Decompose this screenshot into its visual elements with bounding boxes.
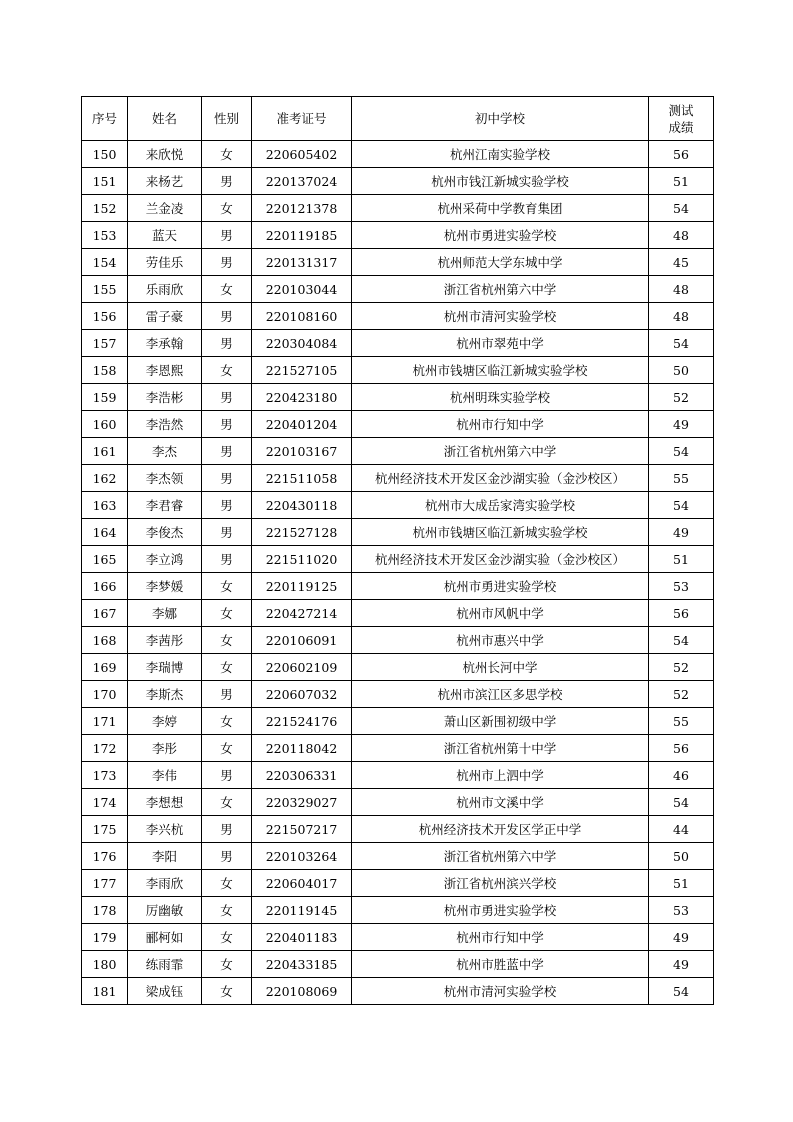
table-row xyxy=(82,222,714,249)
cell-exam-id: 220119145 xyxy=(252,897,352,924)
cell-exam-id: 220605402 xyxy=(252,141,352,168)
cell-gender: 女 xyxy=(202,195,252,222)
table-row xyxy=(82,978,714,1005)
cell-index: 172 xyxy=(82,735,128,762)
cell-index: 162 xyxy=(82,465,128,492)
table-row xyxy=(82,357,714,384)
cell-index: 163 xyxy=(82,492,128,519)
cell-index: 180 xyxy=(82,951,128,978)
cell-exam-id: 220604017 xyxy=(252,870,352,897)
cell-index: 176 xyxy=(82,843,128,870)
cell-index: 168 xyxy=(82,627,128,654)
cell-name: 蓝天 xyxy=(128,222,202,249)
cell-index: 171 xyxy=(82,708,128,735)
table-row xyxy=(82,546,714,573)
header-name: 姓名 xyxy=(128,97,202,141)
table-row xyxy=(82,708,714,735)
cell-name: 李恩熙 xyxy=(128,357,202,384)
cell-index: 157 xyxy=(82,330,128,357)
cell-index: 150 xyxy=(82,141,128,168)
cell-index: 156 xyxy=(82,303,128,330)
cell-gender: 男 xyxy=(202,519,252,546)
table-row xyxy=(82,141,714,168)
cell-school: 杭州经济技术开发区金沙湖实验（金沙校区） xyxy=(352,465,649,492)
cell-exam-id: 220427214 xyxy=(252,600,352,627)
cell-index: 169 xyxy=(82,654,128,681)
cell-index: 161 xyxy=(82,438,128,465)
table-row xyxy=(82,654,714,681)
cell-index: 164 xyxy=(82,519,128,546)
cell-name: 李君睿 xyxy=(128,492,202,519)
cell-score: 54 xyxy=(649,978,714,1005)
cell-gender: 女 xyxy=(202,627,252,654)
cell-school: 杭州经济技术开发区金沙湖实验（金沙校区） xyxy=(352,546,649,573)
cell-exam-id: 220103044 xyxy=(252,276,352,303)
cell-exam-id: 220401204 xyxy=(252,411,352,438)
cell-name: 郦柯如 xyxy=(128,924,202,951)
cell-school: 浙江省杭州第十中学 xyxy=(352,735,649,762)
table-row xyxy=(82,816,714,843)
cell-school: 杭州市勇进实验学校 xyxy=(352,897,649,924)
cell-gender: 男 xyxy=(202,168,252,195)
cell-school: 杭州市上泗中学 xyxy=(352,762,649,789)
cell-school: 杭州采荷中学教育集团 xyxy=(352,195,649,222)
cell-score: 54 xyxy=(649,627,714,654)
cell-name: 劳佳乐 xyxy=(128,249,202,276)
cell-score: 51 xyxy=(649,870,714,897)
cell-score: 56 xyxy=(649,141,714,168)
table-row xyxy=(82,384,714,411)
cell-name: 李瑞博 xyxy=(128,654,202,681)
cell-exam-id: 220433185 xyxy=(252,951,352,978)
cell-index: 154 xyxy=(82,249,128,276)
cell-score: 45 xyxy=(649,249,714,276)
cell-school: 杭州市滨江区多思学校 xyxy=(352,681,649,708)
cell-index: 177 xyxy=(82,870,128,897)
table-row xyxy=(82,951,714,978)
cell-index: 159 xyxy=(82,384,128,411)
cell-score: 48 xyxy=(649,303,714,330)
table-row xyxy=(82,870,714,897)
cell-gender: 男 xyxy=(202,546,252,573)
cell-gender: 女 xyxy=(202,573,252,600)
cell-score: 56 xyxy=(649,735,714,762)
table-header xyxy=(82,97,714,141)
cell-gender: 女 xyxy=(202,951,252,978)
cell-index: 175 xyxy=(82,816,128,843)
cell-name: 李兴杭 xyxy=(128,816,202,843)
cell-gender: 男 xyxy=(202,249,252,276)
cell-exam-id: 220119185 xyxy=(252,222,352,249)
table-row xyxy=(82,168,714,195)
cell-school: 浙江省杭州滨兴学校 xyxy=(352,870,649,897)
cell-school: 浙江省杭州第六中学 xyxy=(352,276,649,303)
cell-name: 李娜 xyxy=(128,600,202,627)
table-row xyxy=(82,519,714,546)
cell-name: 李茜彤 xyxy=(128,627,202,654)
table-row xyxy=(82,762,714,789)
cell-index: 179 xyxy=(82,924,128,951)
cell-gender: 男 xyxy=(202,681,252,708)
cell-gender: 男 xyxy=(202,438,252,465)
cell-name: 李梦媛 xyxy=(128,573,202,600)
cell-score: 56 xyxy=(649,600,714,627)
cell-name: 兰金凌 xyxy=(128,195,202,222)
cell-school: 杭州市行知中学 xyxy=(352,411,649,438)
table-row xyxy=(82,438,714,465)
table-row xyxy=(82,303,714,330)
header-row xyxy=(82,97,714,141)
cell-exam-id: 220607032 xyxy=(252,681,352,708)
header-index: 序号 xyxy=(82,97,128,141)
cell-gender: 女 xyxy=(202,978,252,1005)
table-row xyxy=(82,411,714,438)
cell-score: 48 xyxy=(649,222,714,249)
cell-gender: 男 xyxy=(202,816,252,843)
cell-school: 杭州市钱江新城实验学校 xyxy=(352,168,649,195)
cell-gender: 男 xyxy=(202,411,252,438)
cell-index: 158 xyxy=(82,357,128,384)
cell-gender: 男 xyxy=(202,303,252,330)
cell-gender: 男 xyxy=(202,492,252,519)
cell-school: 杭州市勇进实验学校 xyxy=(352,573,649,600)
cell-name: 练雨霏 xyxy=(128,951,202,978)
cell-index: 173 xyxy=(82,762,128,789)
table-row xyxy=(82,249,714,276)
cell-school: 杭州长河中学 xyxy=(352,654,649,681)
cell-gender: 男 xyxy=(202,222,252,249)
table-row xyxy=(82,195,714,222)
cell-gender: 男 xyxy=(202,843,252,870)
cell-exam-id: 221524176 xyxy=(252,708,352,735)
cell-score: 44 xyxy=(649,816,714,843)
cell-exam-id: 220329027 xyxy=(252,789,352,816)
cell-score: 54 xyxy=(649,195,714,222)
header-school: 初中学校 xyxy=(352,97,649,141)
cell-school: 杭州经济技术开发区学正中学 xyxy=(352,816,649,843)
cell-school: 杭州市翠苑中学 xyxy=(352,330,649,357)
cell-school: 杭州市勇进实验学校 xyxy=(352,222,649,249)
cell-school: 杭州师范大学东城中学 xyxy=(352,249,649,276)
cell-gender: 女 xyxy=(202,789,252,816)
cell-score: 49 xyxy=(649,951,714,978)
table-row xyxy=(82,681,714,708)
cell-name: 李承翰 xyxy=(128,330,202,357)
cell-score: 50 xyxy=(649,357,714,384)
cell-name: 来欣悦 xyxy=(128,141,202,168)
cell-score: 52 xyxy=(649,384,714,411)
cell-gender: 女 xyxy=(202,357,252,384)
cell-name: 梁成钰 xyxy=(128,978,202,1005)
cell-score: 49 xyxy=(649,411,714,438)
cell-index: 151 xyxy=(82,168,128,195)
cell-name: 雷子豪 xyxy=(128,303,202,330)
cell-index: 166 xyxy=(82,573,128,600)
cell-index: 178 xyxy=(82,897,128,924)
cell-school: 浙江省杭州第六中学 xyxy=(352,438,649,465)
cell-exam-id: 221527105 xyxy=(252,357,352,384)
cell-gender: 女 xyxy=(202,654,252,681)
cell-school: 杭州市清河实验学校 xyxy=(352,978,649,1005)
cell-school: 萧山区新围初级中学 xyxy=(352,708,649,735)
cell-exam-id: 220401183 xyxy=(252,924,352,951)
cell-index: 181 xyxy=(82,978,128,1005)
cell-score: 54 xyxy=(649,789,714,816)
cell-exam-id: 220121378 xyxy=(252,195,352,222)
cell-score: 48 xyxy=(649,276,714,303)
cell-score: 50 xyxy=(649,843,714,870)
cell-school: 杭州市胜蓝中学 xyxy=(352,951,649,978)
cell-name: 厉幽敏 xyxy=(128,897,202,924)
cell-school: 杭州市行知中学 xyxy=(352,924,649,951)
cell-gender: 男 xyxy=(202,465,252,492)
table-row xyxy=(82,627,714,654)
cell-school: 杭州市惠兴中学 xyxy=(352,627,649,654)
cell-gender: 女 xyxy=(202,276,252,303)
cell-index: 155 xyxy=(82,276,128,303)
cell-index: 152 xyxy=(82,195,128,222)
cell-index: 153 xyxy=(82,222,128,249)
cell-score: 52 xyxy=(649,681,714,708)
cell-school: 杭州市大成岳家湾实验学校 xyxy=(352,492,649,519)
cell-gender: 女 xyxy=(202,870,252,897)
cell-name: 李雨欣 xyxy=(128,870,202,897)
cell-score: 46 xyxy=(649,762,714,789)
cell-exam-id: 221511020 xyxy=(252,546,352,573)
cell-gender: 男 xyxy=(202,384,252,411)
table-row xyxy=(82,492,714,519)
cell-exam-id: 221507217 xyxy=(252,816,352,843)
cell-name: 李婷 xyxy=(128,708,202,735)
table-row xyxy=(82,924,714,951)
cell-gender: 女 xyxy=(202,600,252,627)
table-row xyxy=(82,789,714,816)
cell-gender: 女 xyxy=(202,897,252,924)
cell-school: 杭州市文溪中学 xyxy=(352,789,649,816)
cell-score: 55 xyxy=(649,465,714,492)
cell-index: 174 xyxy=(82,789,128,816)
cell-name: 李伟 xyxy=(128,762,202,789)
cell-score: 55 xyxy=(649,708,714,735)
table-row xyxy=(82,735,714,762)
cell-exam-id: 220423180 xyxy=(252,384,352,411)
cell-index: 170 xyxy=(82,681,128,708)
cell-score: 54 xyxy=(649,330,714,357)
cell-school: 杭州市钱塘区临江新城实验学校 xyxy=(352,519,649,546)
cell-score: 49 xyxy=(649,924,714,951)
table-row xyxy=(82,276,714,303)
cell-exam-id: 220108069 xyxy=(252,978,352,1005)
cell-name: 李阳 xyxy=(128,843,202,870)
cell-score: 52 xyxy=(649,654,714,681)
cell-exam-id: 220304084 xyxy=(252,330,352,357)
table-row xyxy=(82,465,714,492)
cell-school: 杭州江南实验学校 xyxy=(352,141,649,168)
cell-exam-id: 220106091 xyxy=(252,627,352,654)
cell-exam-id: 220137024 xyxy=(252,168,352,195)
cell-exam-id: 220430118 xyxy=(252,492,352,519)
cell-name: 李浩彬 xyxy=(128,384,202,411)
cell-score: 54 xyxy=(649,438,714,465)
cell-score: 51 xyxy=(649,546,714,573)
table-row xyxy=(82,330,714,357)
cell-name: 乐雨欣 xyxy=(128,276,202,303)
student-score-table xyxy=(81,96,714,1005)
cell-name: 李杰领 xyxy=(128,465,202,492)
cell-school: 杭州市钱塘区临江新城实验学校 xyxy=(352,357,649,384)
cell-score: 53 xyxy=(649,897,714,924)
cell-exam-id: 220131317 xyxy=(252,249,352,276)
cell-score: 53 xyxy=(649,573,714,600)
cell-exam-id: 220108160 xyxy=(252,303,352,330)
cell-exam-id: 220306331 xyxy=(252,762,352,789)
cell-exam-id: 220118042 xyxy=(252,735,352,762)
cell-index: 165 xyxy=(82,546,128,573)
cell-name: 李彤 xyxy=(128,735,202,762)
cell-name: 李俊杰 xyxy=(128,519,202,546)
cell-exam-id: 221527128 xyxy=(252,519,352,546)
cell-exam-id: 220103167 xyxy=(252,438,352,465)
table-row xyxy=(82,897,714,924)
cell-school: 杭州市风帆中学 xyxy=(352,600,649,627)
table-row xyxy=(82,600,714,627)
cell-name: 李想想 xyxy=(128,789,202,816)
cell-exam-id: 220119125 xyxy=(252,573,352,600)
header-score-line1: 测试 xyxy=(668,102,694,118)
cell-score: 49 xyxy=(649,519,714,546)
table-body xyxy=(82,141,714,1005)
cell-gender: 男 xyxy=(202,330,252,357)
cell-index: 167 xyxy=(82,600,128,627)
cell-score: 54 xyxy=(649,492,714,519)
cell-gender: 女 xyxy=(202,708,252,735)
cell-exam-id: 221511058 xyxy=(252,465,352,492)
cell-school: 杭州明珠实验学校 xyxy=(352,384,649,411)
cell-name: 李浩然 xyxy=(128,411,202,438)
cell-name: 李杰 xyxy=(128,438,202,465)
table-row xyxy=(82,573,714,600)
cell-gender: 女 xyxy=(202,141,252,168)
header-score-line2: 成绩 xyxy=(668,119,694,135)
cell-exam-id: 220103264 xyxy=(252,843,352,870)
table-row xyxy=(82,843,714,870)
cell-name: 来杨艺 xyxy=(128,168,202,195)
header-score xyxy=(649,97,714,141)
cell-exam-id: 220602109 xyxy=(252,654,352,681)
cell-index: 160 xyxy=(82,411,128,438)
header-exam-id: 准考证号 xyxy=(252,97,352,141)
cell-name: 李斯杰 xyxy=(128,681,202,708)
header-gender: 性别 xyxy=(202,97,252,141)
cell-gender: 男 xyxy=(202,762,252,789)
cell-gender: 女 xyxy=(202,735,252,762)
cell-school: 浙江省杭州第六中学 xyxy=(352,843,649,870)
cell-score: 51 xyxy=(649,168,714,195)
cell-school: 杭州市清河实验学校 xyxy=(352,303,649,330)
cell-gender: 女 xyxy=(202,924,252,951)
cell-name: 李立鸿 xyxy=(128,546,202,573)
